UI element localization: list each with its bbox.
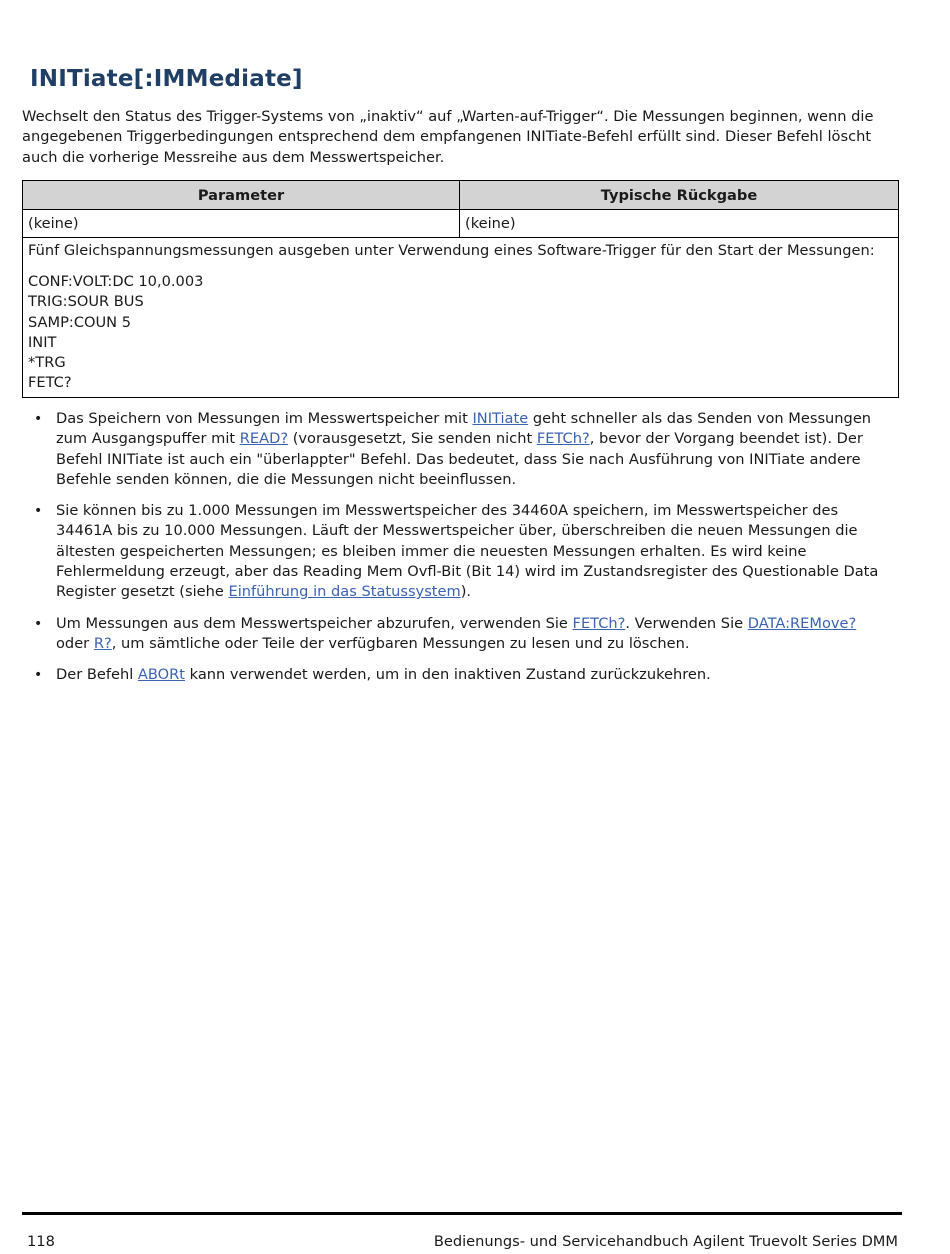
note-text: Fehlermeldung erzeugt, aber das Reading Mem Ovfl-Bit (Bit 14) wird im Zustandsregister des Questionable Data: [56, 563, 879, 581]
note-text: Das Speichern von Messungen im Messwertspeicher mit: [56, 410, 473, 427]
header-typical-return: Typische Rückgabe: [460, 181, 899, 210]
bullet-icon: •: [34, 503, 43, 520]
link-status-system[interactable]: Einführung in das Statussystem: [228, 583, 461, 601]
link-read[interactable]: READ?: [239, 430, 289, 448]
note-text: Der Befehl: [56, 666, 138, 684]
code-line: SAMP:COUN 5: [28, 313, 132, 331]
note-text: ältesten gespeicherten Messungen; es bleiben immer die neuesten Messungen erhalten. Es wird keine: [56, 542, 807, 560]
example-row: [23, 238, 899, 398]
code-line: *TRG: [28, 354, 66, 372]
list-item: [22, 614, 902, 655]
note-text: Register gesetzt (siehe: [56, 583, 229, 601]
example-description: Fünf Gleichspannungsmessungen ausgeben unter Verwendung eines Software-Trigger für den Start der Messungen:: [28, 242, 875, 259]
intro-paragraph: [22, 107, 902, 168]
link-fetch[interactable]: FETCh?: [536, 430, 590, 448]
link-r[interactable]: R?: [93, 634, 112, 652]
note-text: zum Ausgangspuffer mit: [56, 430, 240, 448]
link-abort[interactable]: ABORt: [137, 666, 185, 684]
table-header-row: [23, 181, 899, 210]
note-text: , bevor der Vorgang beendet ist). Der: [589, 430, 863, 448]
note-text: Sie können bis zu 1.000 Messungen im Messwertspeicher des 34460A speichern, im Messwertspeicher des: [56, 502, 839, 520]
bullet-icon: •: [34, 411, 43, 427]
note-text: 34461A bis zu 10.000 Messungen. Läuft der Messwertspeicher über, überschreiben die neuen Messungen die: [56, 522, 858, 540]
list-item: [22, 409, 902, 490]
footer-title: Bedienungs- und Servicehandbuch Agilent Truevolt Series DMM: [433, 1233, 898, 1250]
code-line: INIT: [28, 333, 57, 351]
note-text: , um sämtliche oder Teile der verfügbaren Messungen zu lesen und zu löschen.: [111, 634, 690, 652]
example-cell: [23, 238, 899, 398]
intro-line: Wechselt den Status des Trigger-Systems von „inaktiv“ auf „Warten-auf-Trigger“. Die Messungen beginnen, wenn die: [22, 108, 874, 125]
note-text: geht schneller als das Senden von Messungen: [528, 410, 872, 427]
intro-line: auch die vorherige Messreihe aus dem Messwertspeicher.: [22, 148, 445, 166]
code-line: FETC?: [28, 374, 72, 392]
note-text: Befehle senden können, die die Messungen nicht beeinflussen.: [56, 470, 517, 488]
link-data-remove[interactable]: DATA:REMove?: [747, 614, 857, 632]
bullet-icon: •: [34, 667, 43, 684]
list-item: [22, 501, 902, 602]
note-text: kann verwendet werden, um in den inaktiven Zustand zurückzukehren.: [185, 666, 711, 684]
code-line: CONF:VOLT:DC 10,0.003: [28, 273, 204, 291]
footer-divider: [22, 1212, 902, 1215]
note-text: Befehl INITiate ist auch ein "überlappter" Befehl. Das bedeutet, dass Sie nach Ausführung von INITiate andere: [56, 450, 861, 468]
list-item: [22, 665, 902, 685]
bullet-icon: •: [34, 615, 43, 632]
note-text: Um Messungen aus dem Messwertspeicher abzurufen, verwenden Sie: [56, 614, 573, 632]
return-value: (keine): [460, 210, 899, 238]
note-text: (vorausgesetzt, Sie senden nicht: [288, 430, 537, 448]
note-text: ).: [460, 583, 472, 601]
intro-line: angegebenen Triggerbedingungen entsprechend dem empfangenen INITiate-Befehl erfüllt sind. Dieser Befehl löscht: [22, 128, 872, 146]
notes-list: [22, 409, 902, 697]
parameter-table: [22, 180, 899, 398]
link-initiate[interactable]: INITiate: [472, 410, 529, 427]
page-title: INITiate[:IMMediate]: [30, 66, 303, 92]
table-row: [23, 210, 899, 238]
parameter-value: (keine): [23, 210, 460, 238]
code-line: TRIG:SOUR BUS: [28, 293, 144, 311]
note-text: . Verwenden Sie: [625, 614, 748, 632]
link-fetch[interactable]: FETCh?: [572, 614, 626, 632]
page-number: 118: [27, 1233, 55, 1250]
note-text: oder: [56, 634, 94, 652]
code-example: [28, 272, 893, 393]
header-parameter: Parameter: [23, 181, 460, 210]
